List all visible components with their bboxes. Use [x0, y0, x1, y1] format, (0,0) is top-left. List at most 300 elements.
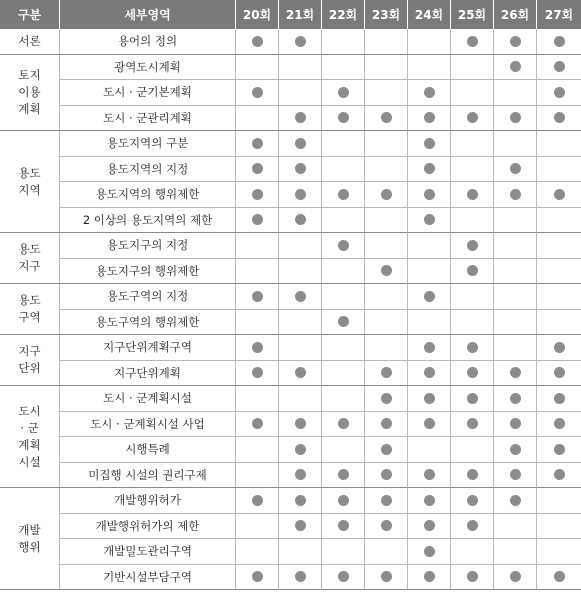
mark-cell	[279, 386, 322, 412]
mark-cell	[408, 412, 451, 438]
dot-mark	[295, 163, 306, 174]
mark-cell	[494, 565, 537, 591]
mark-cell	[494, 284, 537, 310]
mark-cell	[365, 335, 408, 361]
dot-mark	[467, 265, 478, 276]
header-session-2: 21회	[279, 0, 322, 29]
mark-cell	[408, 182, 451, 208]
dot-mark	[554, 87, 565, 98]
dot-mark	[252, 291, 263, 302]
mark-cell	[365, 29, 408, 55]
mark-cell	[537, 157, 581, 183]
mark-cell	[365, 386, 408, 412]
header-session-6: 25회	[451, 0, 494, 29]
mark-cell	[537, 182, 581, 208]
dot-mark	[252, 163, 263, 174]
dot-mark	[510, 61, 521, 72]
mark-cell	[494, 208, 537, 234]
mark-cell	[451, 488, 494, 514]
mark-cell	[494, 157, 537, 183]
mark-cell	[408, 488, 451, 514]
dot-mark	[554, 112, 565, 123]
dot-mark	[252, 367, 263, 378]
mark-cell	[279, 80, 322, 106]
dot-mark	[252, 36, 263, 47]
mark-cell	[236, 29, 279, 55]
mark-cell	[408, 463, 451, 489]
topic-label: 용도지역의 행위제한	[60, 182, 236, 208]
dot-mark	[424, 87, 435, 98]
dot-mark	[295, 520, 306, 531]
mark-cell	[236, 565, 279, 591]
mark-cell	[236, 412, 279, 438]
dot-mark	[467, 240, 478, 251]
mark-cell	[322, 335, 365, 361]
dot-mark	[467, 36, 478, 47]
mark-cell	[408, 565, 451, 591]
mark-cell	[322, 284, 365, 310]
dot-mark	[252, 189, 263, 200]
mark-cell	[322, 514, 365, 540]
mark-cell	[408, 157, 451, 183]
dot-mark	[510, 112, 521, 123]
mark-cell	[494, 182, 537, 208]
dot-mark	[510, 36, 521, 47]
mark-cell	[279, 514, 322, 540]
mark-cell	[451, 284, 494, 310]
mark-cell	[279, 488, 322, 514]
dot-mark	[295, 444, 306, 455]
mark-cell	[451, 182, 494, 208]
mark-cell	[365, 310, 408, 336]
mark-cell	[365, 106, 408, 132]
dot-mark	[510, 367, 521, 378]
mark-cell	[451, 437, 494, 463]
mark-cell	[408, 335, 451, 361]
dot-mark	[424, 189, 435, 200]
mark-cell	[408, 131, 451, 157]
mark-cell	[322, 259, 365, 285]
dot-mark	[510, 571, 521, 582]
mark-cell	[494, 310, 537, 336]
dot-mark	[424, 367, 435, 378]
dot-mark	[467, 495, 478, 506]
topic-label: 개발밀도관리구역	[60, 539, 236, 565]
dot-mark	[467, 342, 478, 353]
mark-cell	[322, 463, 365, 489]
mark-cell	[279, 55, 322, 81]
dot-mark	[295, 367, 306, 378]
mark-cell	[494, 514, 537, 540]
dot-mark	[338, 87, 349, 98]
mark-cell	[236, 488, 279, 514]
mark-cell	[322, 131, 365, 157]
dot-mark	[381, 444, 392, 455]
mark-cell	[408, 259, 451, 285]
mark-cell	[322, 106, 365, 132]
dot-mark	[424, 393, 435, 404]
topic-label: 광역도시계획	[60, 55, 236, 81]
mark-cell	[279, 259, 322, 285]
category-cell: 용도 구역	[0, 284, 60, 335]
mark-cell	[408, 233, 451, 259]
mark-cell	[537, 106, 581, 132]
mark-cell	[365, 208, 408, 234]
mark-cell	[494, 386, 537, 412]
header-session-4: 23회	[365, 0, 408, 29]
mark-cell	[408, 386, 451, 412]
mark-cell	[279, 361, 322, 387]
mark-cell	[451, 565, 494, 591]
mark-cell	[236, 106, 279, 132]
mark-cell	[279, 157, 322, 183]
mark-cell	[365, 55, 408, 81]
dot-mark	[424, 291, 435, 302]
dot-mark	[424, 138, 435, 149]
header-session-5: 24회	[408, 0, 451, 29]
mark-cell	[537, 29, 581, 55]
topic-label: 용도지구의 지정	[60, 233, 236, 259]
mark-cell	[451, 463, 494, 489]
mark-cell	[322, 55, 365, 81]
mark-cell	[537, 335, 581, 361]
mark-cell	[322, 29, 365, 55]
mark-cell	[494, 412, 537, 438]
mark-cell	[279, 463, 322, 489]
mark-cell	[279, 412, 322, 438]
dot-mark	[338, 520, 349, 531]
mark-cell	[494, 361, 537, 387]
dot-mark	[554, 36, 565, 47]
mark-cell	[537, 55, 581, 81]
mark-cell	[494, 29, 537, 55]
mark-cell	[322, 437, 365, 463]
dot-mark	[467, 112, 478, 123]
topic-label: 용도지역의 구분	[60, 131, 236, 157]
mark-cell	[451, 55, 494, 81]
mark-cell	[365, 284, 408, 310]
dot-mark	[252, 87, 263, 98]
mark-cell	[236, 539, 279, 565]
mark-cell	[279, 437, 322, 463]
topic-label: 개발행위허가	[60, 488, 236, 514]
dot-mark	[554, 393, 565, 404]
dot-mark	[295, 112, 306, 123]
mark-cell	[279, 29, 322, 55]
mark-cell	[537, 488, 581, 514]
mark-cell	[236, 182, 279, 208]
mark-cell	[451, 386, 494, 412]
mark-cell	[494, 80, 537, 106]
dot-mark	[252, 342, 263, 353]
mark-cell	[451, 106, 494, 132]
topic-label: 2 이상의 용도지역의 제한	[60, 208, 236, 234]
mark-cell	[494, 437, 537, 463]
mark-cell	[365, 437, 408, 463]
mark-cell	[279, 106, 322, 132]
mark-cell	[279, 284, 322, 310]
topic-label: 도시 · 군계획시설 사업	[60, 412, 236, 438]
dot-mark	[295, 418, 306, 429]
dot-mark	[510, 469, 521, 480]
mark-cell	[322, 488, 365, 514]
mark-cell	[279, 233, 322, 259]
mark-cell	[365, 182, 408, 208]
mark-cell	[494, 233, 537, 259]
dot-mark	[424, 163, 435, 174]
mark-cell	[236, 208, 279, 234]
mark-cell	[365, 412, 408, 438]
dot-mark	[424, 520, 435, 531]
topic-label: 용도지역의 지정	[60, 157, 236, 183]
mark-cell	[451, 157, 494, 183]
topic-label: 개발행위허가의 제한	[60, 514, 236, 540]
mark-cell	[236, 437, 279, 463]
category-cell: 지구 단위	[0, 335, 60, 386]
dot-mark	[381, 571, 392, 582]
topic-label: 지구단위계획	[60, 361, 236, 387]
mark-cell	[408, 106, 451, 132]
mark-cell	[451, 208, 494, 234]
dot-mark	[424, 495, 435, 506]
mark-cell	[279, 182, 322, 208]
header-session-3: 22회	[322, 0, 365, 29]
mark-cell	[537, 412, 581, 438]
mark-cell	[451, 361, 494, 387]
dot-mark	[424, 342, 435, 353]
mark-cell	[537, 539, 581, 565]
dot-mark	[295, 469, 306, 480]
dot-mark	[295, 36, 306, 47]
dot-mark	[295, 495, 306, 506]
header-session-8: 27회	[537, 0, 581, 29]
dot-mark	[510, 444, 521, 455]
header-session-1: 20회	[236, 0, 279, 29]
dot-mark	[554, 444, 565, 455]
mark-cell	[236, 310, 279, 336]
mark-cell	[408, 361, 451, 387]
dot-mark	[338, 112, 349, 123]
dot-mark	[381, 418, 392, 429]
dot-mark	[338, 469, 349, 480]
mark-cell	[279, 539, 322, 565]
mark-cell	[322, 386, 365, 412]
dot-mark	[338, 240, 349, 251]
mark-cell	[365, 514, 408, 540]
topic-label: 도시 · 군관리계획	[60, 106, 236, 132]
mark-cell	[236, 463, 279, 489]
dot-mark	[252, 214, 263, 225]
dot-mark	[295, 571, 306, 582]
mark-cell	[279, 310, 322, 336]
mark-cell	[451, 310, 494, 336]
dot-mark	[252, 495, 263, 506]
dot-mark	[554, 189, 565, 200]
category-cell: 용도 지역	[0, 131, 60, 233]
dot-mark	[510, 418, 521, 429]
mark-cell	[494, 488, 537, 514]
mark-cell	[494, 106, 537, 132]
dot-mark	[554, 571, 565, 582]
category-cell: 개발 행위	[0, 488, 60, 590]
mark-cell	[408, 310, 451, 336]
dot-mark	[381, 520, 392, 531]
mark-cell	[365, 80, 408, 106]
mark-cell	[322, 208, 365, 234]
mark-cell	[408, 29, 451, 55]
topic-label: 기반시설부담구역	[60, 565, 236, 591]
mark-cell	[451, 259, 494, 285]
mark-cell	[365, 259, 408, 285]
mark-cell	[408, 80, 451, 106]
mark-cell	[322, 310, 365, 336]
dot-mark	[467, 393, 478, 404]
dot-mark	[381, 189, 392, 200]
mark-cell	[365, 157, 408, 183]
mark-cell	[365, 131, 408, 157]
dot-mark	[252, 138, 263, 149]
mark-cell	[365, 233, 408, 259]
mark-cell	[451, 80, 494, 106]
mark-cell	[279, 565, 322, 591]
mark-cell	[537, 437, 581, 463]
mark-cell	[537, 310, 581, 336]
mark-cell	[537, 514, 581, 540]
dot-mark	[467, 520, 478, 531]
header-detail: 세부영역	[60, 0, 236, 29]
mark-cell	[537, 208, 581, 234]
dot-mark	[338, 571, 349, 582]
topic-label: 용도구역의 행위제한	[60, 310, 236, 336]
category-cell: 용도 지구	[0, 233, 60, 284]
dot-mark	[424, 571, 435, 582]
dot-mark	[338, 418, 349, 429]
topic-label: 용도구역의 지정	[60, 284, 236, 310]
mark-cell	[537, 80, 581, 106]
mark-cell	[494, 131, 537, 157]
mark-cell	[365, 539, 408, 565]
dot-mark	[381, 112, 392, 123]
mark-cell	[537, 233, 581, 259]
mark-cell	[365, 361, 408, 387]
mark-cell	[236, 335, 279, 361]
dot-mark	[554, 367, 565, 378]
mark-cell	[451, 233, 494, 259]
mark-cell	[537, 463, 581, 489]
dot-mark	[338, 189, 349, 200]
dot-mark	[295, 189, 306, 200]
dot-mark	[424, 469, 435, 480]
mark-cell	[494, 259, 537, 285]
mark-cell	[365, 463, 408, 489]
dot-mark	[467, 367, 478, 378]
dot-mark	[338, 495, 349, 506]
dot-mark	[338, 316, 349, 327]
dot-mark	[554, 469, 565, 480]
mark-cell	[322, 539, 365, 565]
dot-mark	[554, 61, 565, 72]
mark-cell	[236, 361, 279, 387]
mark-cell	[451, 335, 494, 361]
mark-cell	[322, 182, 365, 208]
mark-cell	[322, 233, 365, 259]
mark-cell	[451, 514, 494, 540]
dot-mark	[510, 393, 521, 404]
topic-label: 미집행 시설의 권리구제	[60, 463, 236, 489]
mark-cell	[494, 463, 537, 489]
dot-mark	[510, 163, 521, 174]
mark-cell	[408, 437, 451, 463]
mark-cell	[236, 131, 279, 157]
mark-cell	[322, 80, 365, 106]
dot-mark	[381, 469, 392, 480]
mark-cell	[236, 514, 279, 540]
category-cell: 서론	[0, 29, 60, 55]
dot-mark	[424, 418, 435, 429]
dot-mark	[467, 189, 478, 200]
dot-mark	[424, 546, 435, 557]
dot-mark	[424, 112, 435, 123]
mark-cell	[537, 565, 581, 591]
topic-label: 도시 · 군기본계획	[60, 80, 236, 106]
mark-cell	[451, 29, 494, 55]
category-cell: 토지 이용 계획	[0, 55, 60, 132]
mark-cell	[279, 335, 322, 361]
dot-mark	[252, 571, 263, 582]
dot-mark	[467, 469, 478, 480]
dot-mark	[554, 418, 565, 429]
mark-cell	[494, 539, 537, 565]
topic-label: 시행특례	[60, 437, 236, 463]
mark-cell	[537, 259, 581, 285]
mark-cell	[408, 539, 451, 565]
dot-mark	[381, 495, 392, 506]
mark-cell	[408, 514, 451, 540]
mark-cell	[279, 208, 322, 234]
mark-cell	[236, 284, 279, 310]
mark-cell	[236, 55, 279, 81]
mark-cell	[494, 55, 537, 81]
dot-mark	[295, 214, 306, 225]
mark-cell	[236, 80, 279, 106]
mark-cell	[365, 488, 408, 514]
topic-label: 지구단위계획구역	[60, 335, 236, 361]
mark-cell	[451, 131, 494, 157]
mark-cell	[322, 157, 365, 183]
mark-cell	[236, 157, 279, 183]
mark-cell	[537, 284, 581, 310]
dot-mark	[510, 189, 521, 200]
dot-mark	[252, 418, 263, 429]
mark-cell	[537, 361, 581, 387]
mark-cell	[408, 284, 451, 310]
topic-label: 용어의 정의	[60, 29, 236, 55]
mark-cell	[537, 131, 581, 157]
dot-mark	[381, 367, 392, 378]
dot-mark	[510, 495, 521, 506]
mark-cell	[451, 412, 494, 438]
mark-cell	[322, 565, 365, 591]
mark-cell	[322, 412, 365, 438]
mark-cell	[451, 539, 494, 565]
dot-mark	[467, 418, 478, 429]
header-category: 구분	[0, 0, 60, 29]
dot-mark	[381, 265, 392, 276]
category-cell: 도시 · 군 계획 시설	[0, 386, 60, 488]
dot-mark	[424, 214, 435, 225]
mark-cell	[322, 361, 365, 387]
dot-mark	[381, 393, 392, 404]
